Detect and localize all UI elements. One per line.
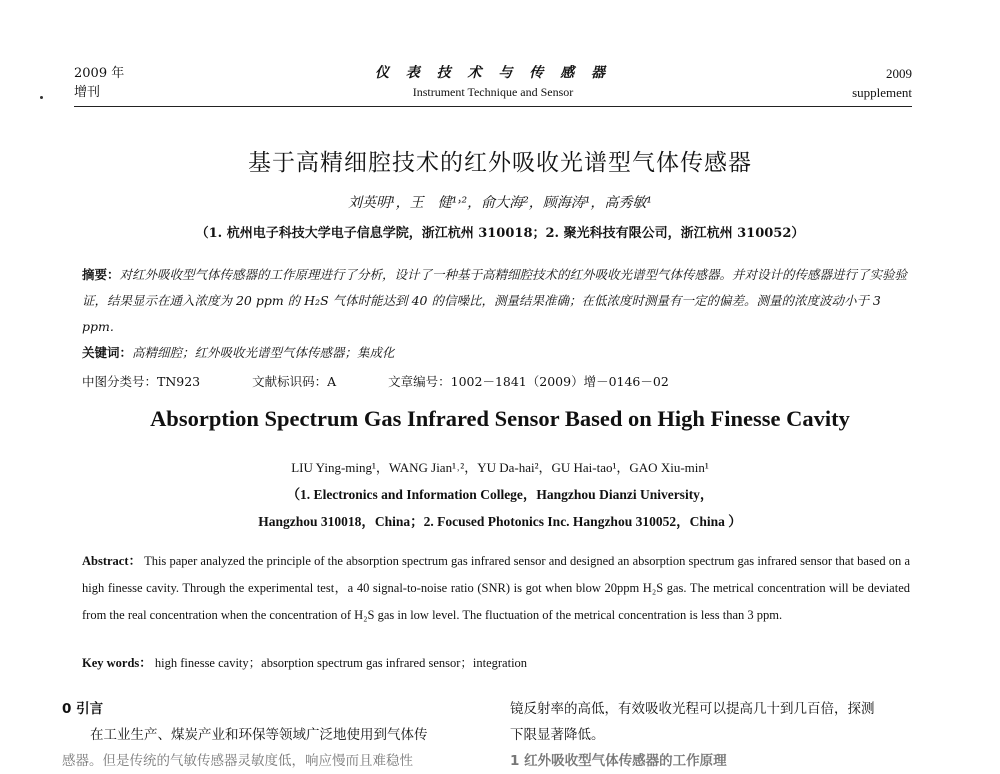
abstract-en-label: Abstract： bbox=[82, 554, 142, 568]
abstract-en-text: This paper analyzed the principle of the absorption spectrum gas infrared sensor and designed an absorption spectrum gas infrared sensor that based on a high finesse cavity. Through the experimental test，a 40 signal-to-noise ratio (SNR) is got when blow 20ppm H₂S gas. The metrical concentration will be deviated from the real concentration when the concentration of H₂S gas in low level. The fluctuation of the metrical concentration is less than 3 ppm. bbox=[82, 554, 910, 622]
abstract-cn-text: 对红外吸收型气体传感器的工作原理进行了分析，设计了一种基于高精细腔技术的红外吸收光谱型气体传感器。并对设计的传感器进行了实验验证，结果显示在通入浓度为 20 ppm 的 H₂S 气体时能达到 40 的信噪比，测量结果准确；在低浓度时测量有一定的偏差。测量的浓度波动小于 3 ppm. bbox=[82, 267, 908, 334]
affiliation-en-line-1: （1. Electronics and Information College，Hangzhou Dianzi University， bbox=[286, 487, 714, 502]
keywords-en-label: Key words： bbox=[82, 656, 152, 670]
abstract-cn-label: 摘要： bbox=[82, 267, 120, 282]
document-code: 文献标识码：A bbox=[252, 374, 337, 389]
classification-line bbox=[82, 372, 910, 392]
affiliation-cn: （1. 杭州电子科技大学电子信息学院，浙江杭州 310018；2. 聚光科技有限公司，浙江杭州 310052） bbox=[195, 226, 805, 241]
authors-cn: 刘英明¹，王 健¹˒²，俞大海²，顾海涛¹，高秀敏¹ bbox=[348, 195, 652, 211]
header-year-en: 2009 bbox=[886, 66, 912, 81]
clc-number: 中图分类号：TN923 bbox=[82, 374, 201, 389]
body-column-right bbox=[510, 696, 920, 774]
header-issue-cn: 增刊 bbox=[74, 85, 101, 100]
body-paragraph-left-1: 在工业生产、煤炭产业和环保等领域广泛地使用到气体传 bbox=[90, 727, 428, 743]
header-right bbox=[852, 64, 912, 102]
abstract-en bbox=[82, 548, 910, 629]
keywords-cn-text: 高精细腔；红外吸收光谱型气体传感器；集成化 bbox=[132, 345, 395, 360]
keywords-en bbox=[82, 653, 910, 673]
keywords-en-text: high finesse cavity；absorption spectrum gas infrared sensor；integration bbox=[154, 656, 528, 670]
section-1-heading: 1 红外吸收型气体传感器的工作原理 bbox=[510, 753, 727, 769]
body-column-left bbox=[62, 696, 492, 774]
body-paragraph-right-1: 镜反射率的高低，有效吸收光程可以提高几十到几百倍，探测 bbox=[510, 701, 875, 717]
body-paragraph-right-2: 下限显著降低。 bbox=[510, 727, 605, 743]
section-0-heading: 0 引言 bbox=[62, 701, 104, 717]
keywords-cn bbox=[82, 343, 910, 363]
keywords-cn-label: 关键词： bbox=[82, 345, 133, 360]
paper-title-cn: 基于高精细腔技术的红外吸收光谱型气体传感器 bbox=[248, 150, 752, 176]
abstract-cn bbox=[82, 262, 910, 340]
header-year-cn: 2009 年 bbox=[74, 66, 125, 81]
paper-title-en: Absorption Spectrum Gas Infrared Sensor Based on High Finesse Cavity bbox=[150, 406, 850, 431]
scan-speck bbox=[40, 96, 43, 99]
running-header bbox=[74, 64, 912, 110]
journal-name-en: Instrument Technique and Sensor bbox=[412, 85, 574, 99]
header-rule bbox=[74, 106, 912, 107]
affiliation-en bbox=[0, 481, 1000, 535]
body-paragraph-left-2: 感器。但是传统的气敏传感器灵敏度低，响应慢而且难稳性 bbox=[62, 753, 413, 769]
affiliation-en-line-2: Hangzhou 310018，China；2. Focused Photonics Inc. Hangzhou 310052，China ） bbox=[258, 514, 742, 529]
authors-en: LIU Ying-ming¹，WANG Jian¹˒²，YU Da-hai²，GU Hai-tao¹，GAO Xiu-min¹ bbox=[291, 460, 709, 475]
article-number: 文章编号：1002－1841（2009）增－0146－02 bbox=[388, 374, 669, 389]
journal-name-cn: 仪 表 技 术 与 传 感 器 bbox=[374, 65, 612, 81]
header-journal bbox=[74, 64, 912, 102]
header-issue-en: supplement bbox=[852, 85, 912, 100]
